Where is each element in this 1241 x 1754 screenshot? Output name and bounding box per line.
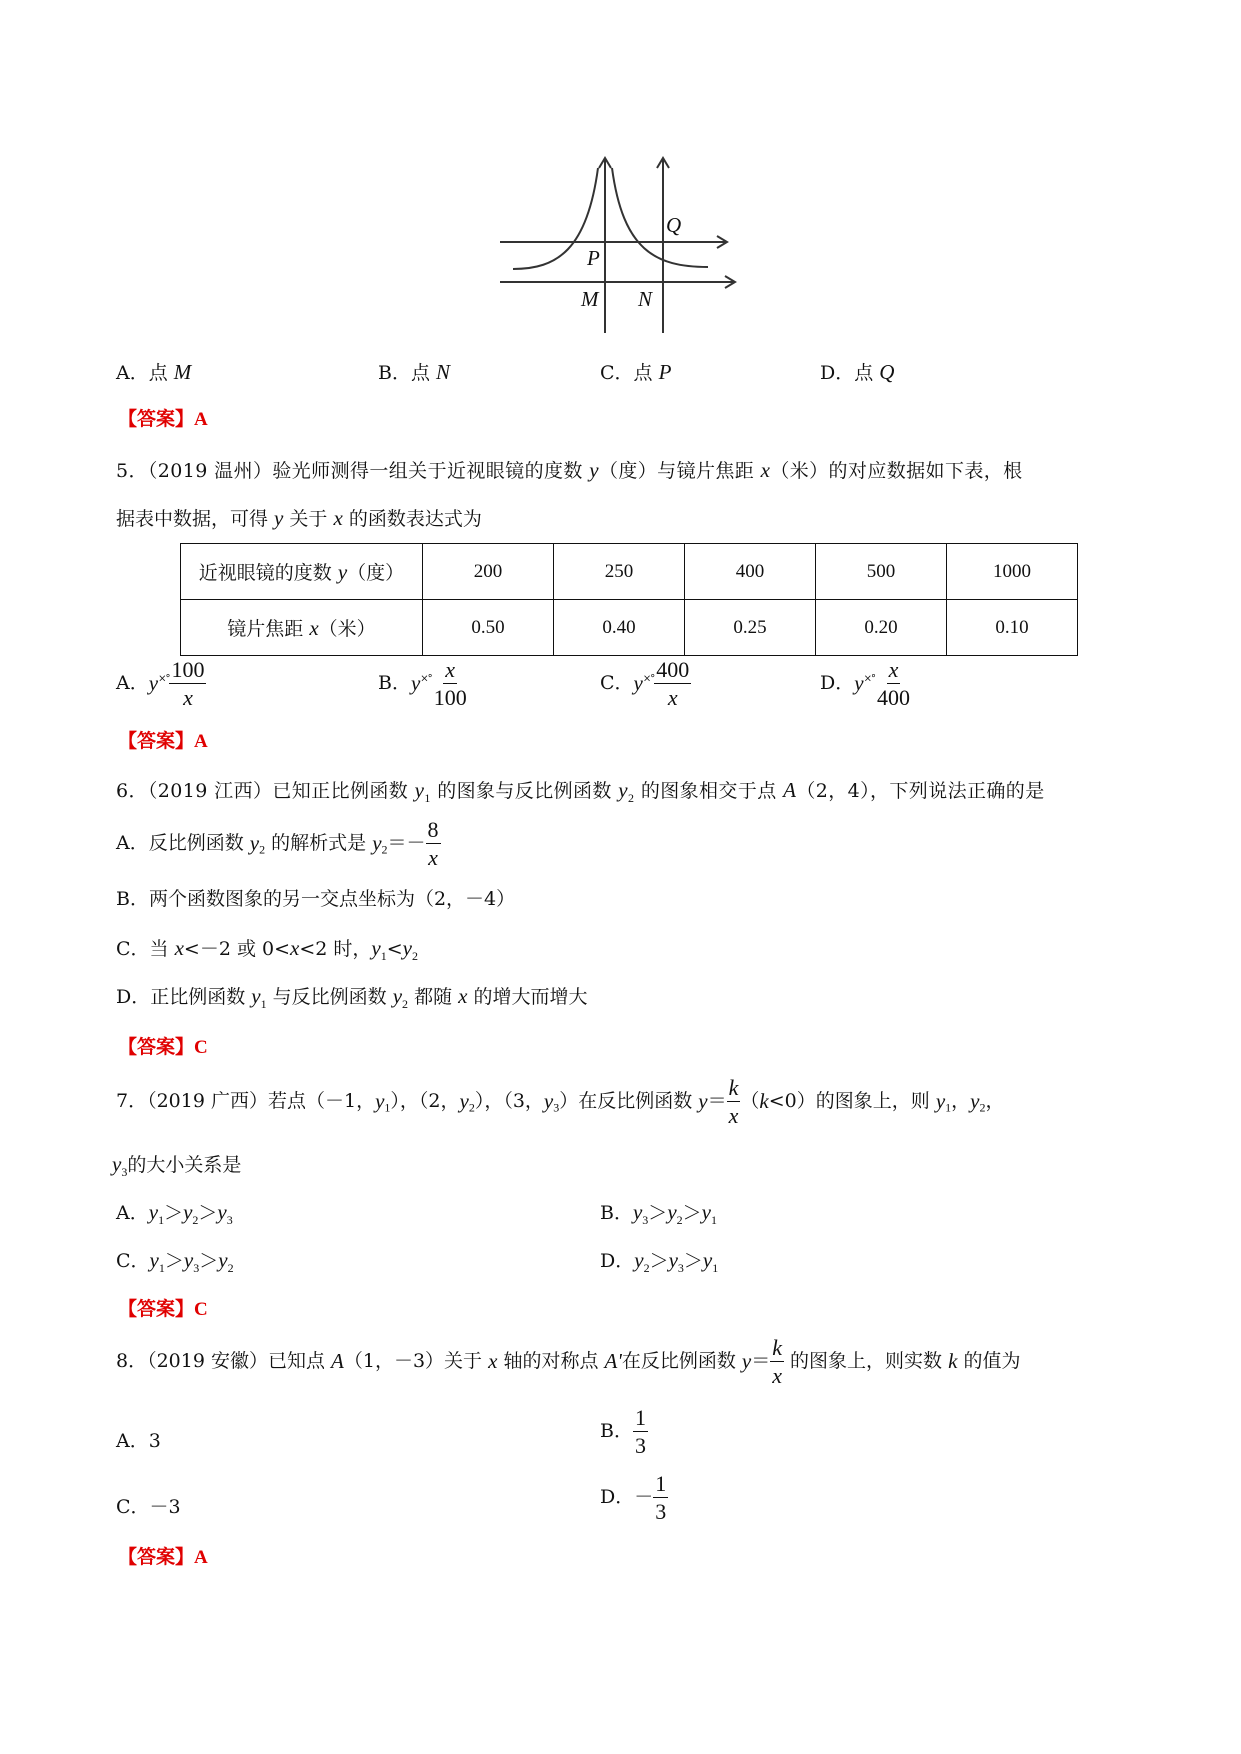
graph-label-q: Q	[666, 213, 682, 237]
q6-answer: 【答案】C	[118, 1036, 208, 1058]
q5-option-a: A．y×° $\frac{100}{x}$	[116, 657, 205, 711]
graph-label-n: N	[638, 287, 653, 311]
q8-option-c: C．－3	[116, 1496, 181, 1518]
q8-option-d: D．－ $\frac{1}{3}$	[600, 1471, 667, 1525]
q7-answer: 【答案】C	[118, 1298, 208, 1320]
q7-option-a: A．$y_1>y_2>y_3$	[116, 1200, 233, 1227]
q5-stem-line1: 5．（2019 温州）验光师测得一组关于近视眼镜的度数 y（度）与镜片焦距 x（米）的对应数据如下表，根	[116, 458, 1023, 482]
graph-label-m: M	[581, 287, 599, 311]
table-cell: 200	[423, 544, 554, 600]
q7-option-c: C．$y_1>y_3>y_2$	[116, 1248, 234, 1275]
table-cell: 250	[554, 544, 685, 600]
q7-stem-line2: $y_3$的大小关系是	[112, 1152, 242, 1179]
q5-option-c: C．y×° $\frac{400}{x}$	[600, 657, 690, 711]
table-row-header: 镜片焦距 x（米）	[181, 600, 423, 656]
table-row	[181, 544, 1078, 600]
table-cell: 0.25	[685, 600, 816, 656]
table-cell: 0.20	[816, 600, 947, 656]
q5-option-b: B．y×° $\frac{x}{100}$	[378, 657, 467, 711]
q6-option-d: D．正比例函数 $y_1$ 与反比例函数 $y_2$ 都随 x 的增大而增大	[116, 984, 588, 1011]
q4-answer: 【答案】A	[118, 408, 208, 430]
q7-option-d: D．$y_2>y_3>y_1$	[600, 1248, 719, 1275]
q8-option-b: B． $\frac{1}{3}$	[600, 1405, 646, 1459]
hyperbola-graph	[495, 150, 740, 340]
q8-option-a: A．3	[116, 1430, 161, 1452]
table-cell: 400	[685, 544, 816, 600]
q6-stem: 6．（2019 江西）已知正比例函数 $y_1$ 的图象与反比例函数 $y_2$ 的图象相交于点 A（2，4），下列说法正确的是	[116, 778, 1045, 805]
table-cell: 500	[816, 544, 947, 600]
table-cell: 0.50	[423, 600, 554, 656]
q5-option-d: D．y×° $\frac{x}{400}$	[820, 657, 910, 711]
q6-option-b: B．两个函数图象的另一交点坐标为（2，－4）	[116, 888, 516, 910]
q6-option-c: C．当 x<－2 或 0<x<2 时，$y_1<y_2$	[116, 936, 418, 963]
q5-data-table	[180, 543, 1078, 656]
q5-answer: 【答案】A	[118, 730, 208, 752]
q4-option-c: C．点 P	[600, 360, 672, 384]
table-cell: 0.40	[554, 600, 685, 656]
q7-stem-line1: 7．（2019 广西）若点（－1，$y_1$），（2，$y_2$），（3，$y_3$）在反比例函数 y＝ $\frac{k}{x}$ （k<0）的图象上，则 $y_1$，$y_2$，	[116, 1075, 1005, 1129]
table-cell: 0.10	[947, 600, 1078, 656]
q7-option-b: B．$y_3>y_2>y_1$	[600, 1200, 717, 1227]
q5-stem-line2: 据表中数据，可得 y 关于 x 的函数表达式为	[116, 506, 482, 530]
table-cell: 1000	[947, 544, 1078, 600]
q6-option-a: A．反比例函数 $y_2$ 的解析式是 $y_2=-$ $\frac{8}{x}$	[116, 817, 439, 871]
graph-label-p: P	[587, 246, 600, 270]
q4-option-b: B．点 N	[378, 360, 451, 384]
q8-stem: 8．（2019 安徽）已知点 A（1，－3）关于 x 轴的对称点 A'在反比例函数 y＝ $\frac{k}{x}$ 的图象上，则实数 k 的值为	[116, 1335, 1021, 1389]
q4-option-d: D．点 Q	[820, 360, 895, 384]
q4-option-a: A．点 M	[116, 360, 192, 384]
table-row	[181, 600, 1078, 656]
table-row-header: 近视眼镜的度数 y（度）	[181, 544, 423, 600]
q8-answer: 【答案】A	[118, 1546, 208, 1568]
